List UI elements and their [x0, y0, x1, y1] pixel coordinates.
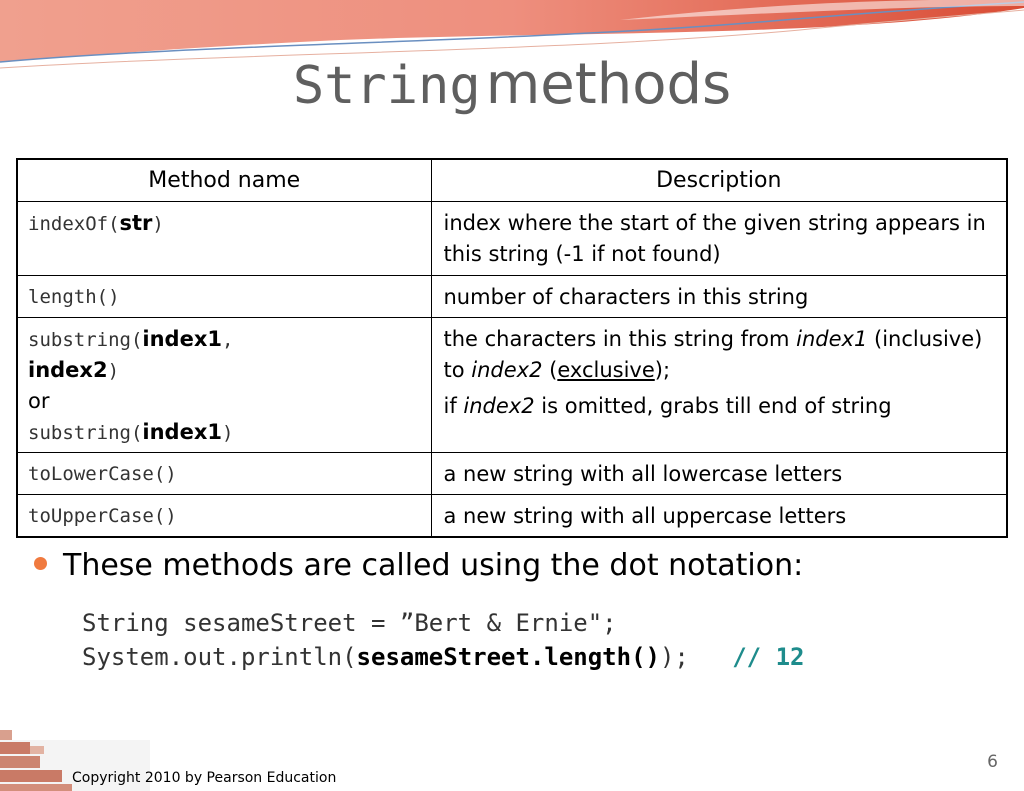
method-description-cell: the characters in this string from index1 (inclusive) to index2 (exclusive); if index2 is omitted, grabs till end of string: [431, 317, 1007, 452]
code-comment: // 12: [732, 643, 805, 671]
table-row: [17, 275, 1007, 317]
method-name-cell: indexOf(str): [17, 201, 431, 275]
code-line-2: System.out.println(sesameStreet.length()); // 12: [82, 643, 805, 671]
method-name-cell: toUpperCase(): [17, 494, 431, 537]
method-description-cell: a new string with all lowercase letters: [431, 452, 1007, 494]
method-description-cell: index where the start of the given string appears in this string (-1 if not found): [431, 201, 1007, 275]
bullet-point: [34, 548, 803, 583]
bullet-text: These methods are called using the dot notation:: [63, 548, 804, 583]
page-number: 6: [987, 752, 998, 772]
header-method-name: Method name: [17, 159, 431, 201]
table-header-row: [17, 159, 1007, 201]
method-name-cell: length(): [17, 275, 431, 317]
table-row: [17, 452, 1007, 494]
bullet-dot-icon: [34, 557, 47, 570]
copyright-notice: Copyright 2010 by Pearson Education: [72, 770, 337, 786]
table-row: [17, 317, 1007, 452]
slide-title: [0, 52, 1024, 117]
method-name-cell: toLowerCase(): [17, 452, 431, 494]
method-description-cell: number of characters in this string: [431, 275, 1007, 317]
code-line-1: String sesameStreet = ”Bert & Ernie";: [82, 609, 617, 637]
title-mono-part: String: [292, 56, 481, 116]
title-sans-part: methods: [485, 52, 732, 117]
header-description: Description: [431, 159, 1007, 201]
method-name-cell: substring(index1, index2) or substring(index1): [17, 317, 431, 452]
methods-table: [16, 158, 1008, 538]
table-row: [17, 494, 1007, 537]
method-description-cell: a new string with all uppercase letters: [431, 494, 1007, 537]
table-row: [17, 201, 1007, 275]
